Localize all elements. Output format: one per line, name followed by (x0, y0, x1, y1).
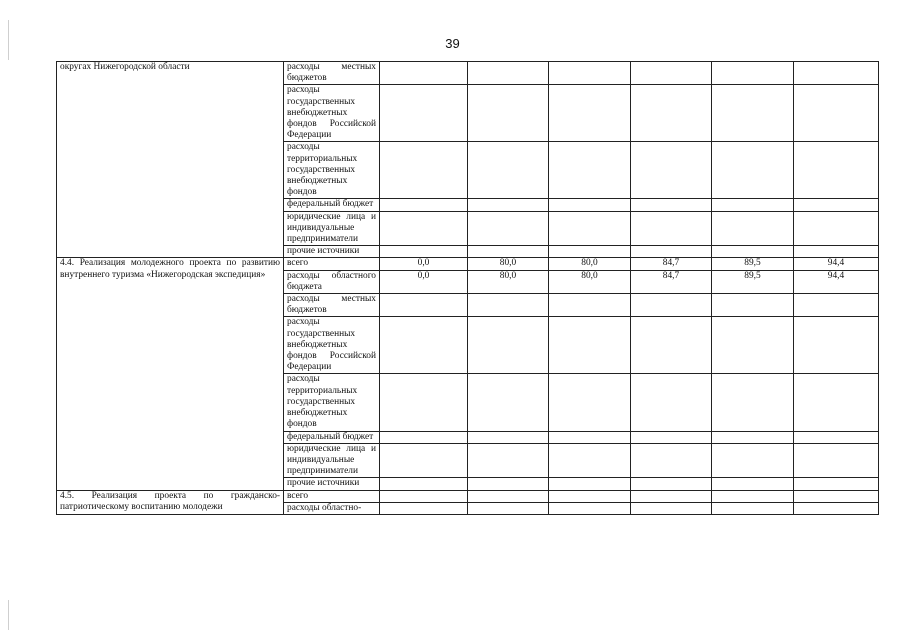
value-cell: 0,0 (380, 258, 468, 270)
value-cell (712, 490, 794, 502)
funding-table (56, 61, 879, 515)
funding-source: федеральный бюджет (284, 199, 380, 211)
value-cell (631, 374, 712, 431)
value-cell (712, 211, 794, 246)
value-cell (468, 142, 549, 199)
value-cell (380, 317, 468, 374)
value-cell (468, 294, 549, 317)
value-cell (631, 294, 712, 317)
funding-source: прочие источники (284, 246, 380, 258)
value-cell (549, 502, 631, 514)
value-cell (380, 142, 468, 199)
value-cell (631, 431, 712, 443)
value-cell (468, 478, 549, 490)
funding-source: расходы областного бюджета (284, 270, 380, 293)
funding-source: расходы государственных внебюджетных фондов Российской Федерации (284, 317, 380, 374)
value-cell (468, 431, 549, 443)
value-cell (712, 317, 794, 374)
value-cell (380, 478, 468, 490)
program-title: 4.5. Реализация проекта по гражданско-патриотическому воспитанию молодежи (57, 490, 284, 514)
value-cell (631, 246, 712, 258)
value-cell (380, 294, 468, 317)
value-cell: 94,4 (794, 270, 879, 293)
value-cell (631, 142, 712, 199)
funding-source: прочие источники (284, 478, 380, 490)
value-cell: 84,7 (631, 270, 712, 293)
value-cell (794, 490, 879, 502)
value-cell (794, 62, 879, 85)
funding-source: всего (284, 258, 380, 270)
value-cell (380, 85, 468, 142)
value-cell (794, 85, 879, 142)
value-cell (549, 374, 631, 431)
value-cell (549, 490, 631, 502)
value-cell (468, 374, 549, 431)
value-cell (549, 478, 631, 490)
value-cell (712, 142, 794, 199)
value-cell (631, 199, 712, 211)
value-cell (549, 142, 631, 199)
funding-source: федеральный бюджет (284, 431, 380, 443)
value-cell (631, 62, 712, 85)
value-cell (380, 431, 468, 443)
value-cell (380, 199, 468, 211)
value-cell (468, 317, 549, 374)
value-cell (549, 317, 631, 374)
value-cell (712, 199, 794, 211)
value-cell: 89,5 (712, 258, 794, 270)
value-cell (712, 374, 794, 431)
value-cell (549, 199, 631, 211)
value-cell (794, 443, 879, 478)
value-cell (794, 142, 879, 199)
funding-source: расходы областно- (284, 502, 380, 514)
value-cell (631, 317, 712, 374)
scan-mark-left (8, 20, 9, 60)
funding-source: всего (284, 490, 380, 502)
value-cell (468, 211, 549, 246)
value-cell (794, 374, 879, 431)
value-cell (549, 85, 631, 142)
table-row (57, 490, 879, 502)
value-cell (794, 431, 879, 443)
value-cell (712, 62, 794, 85)
program-title: 4.4. Реализация молодежного проекта по развитию внутреннего туризма «Нижегородская экспедиция» (57, 258, 284, 490)
value-cell: 80,0 (549, 270, 631, 293)
value-cell (380, 246, 468, 258)
value-cell (468, 246, 549, 258)
program-title: округах Нижегородской области (57, 62, 284, 258)
scan-mark-left-bottom (8, 600, 9, 630)
value-cell (380, 211, 468, 246)
value-cell: 0,0 (380, 270, 468, 293)
value-cell (631, 85, 712, 142)
value-cell (794, 478, 879, 490)
value-cell (712, 502, 794, 514)
value-cell (549, 62, 631, 85)
funding-source: юридические лица и индивидуальные предприниматели (284, 211, 380, 246)
value-cell (468, 85, 549, 142)
value-cell (794, 294, 879, 317)
value-cell (631, 490, 712, 502)
funding-source: расходы территориальных государственных внебюджетных фондов (284, 142, 380, 199)
value-cell (468, 199, 549, 211)
funding-source: расходы местных бюджетов (284, 62, 380, 85)
value-cell (794, 246, 879, 258)
value-cell: 84,7 (631, 258, 712, 270)
value-cell (712, 85, 794, 142)
value-cell (712, 294, 794, 317)
value-cell (468, 62, 549, 85)
value-cell (549, 431, 631, 443)
value-cell (468, 490, 549, 502)
funding-source: расходы территориальных государственных внебюджетных фондов (284, 374, 380, 431)
value-cell: 80,0 (468, 270, 549, 293)
funding-source: расходы местных бюджетов (284, 294, 380, 317)
value-cell (380, 502, 468, 514)
value-cell: 94,4 (794, 258, 879, 270)
value-cell (631, 443, 712, 478)
value-cell (794, 211, 879, 246)
value-cell (468, 443, 549, 478)
value-cell (549, 443, 631, 478)
table-row (57, 258, 879, 270)
funding-source: расходы государственных внебюджетных фондов Российской Федерации (284, 85, 380, 142)
value-cell: 80,0 (549, 258, 631, 270)
value-cell: 89,5 (712, 270, 794, 293)
value-cell (549, 294, 631, 317)
value-cell (794, 317, 879, 374)
value-cell (712, 443, 794, 478)
value-cell (631, 478, 712, 490)
value-cell: 80,0 (468, 258, 549, 270)
value-cell (712, 478, 794, 490)
value-cell (380, 62, 468, 85)
value-cell (549, 246, 631, 258)
value-cell (631, 211, 712, 246)
value-cell (712, 431, 794, 443)
value-cell (631, 502, 712, 514)
value-cell (794, 199, 879, 211)
funding-source: юридические лица и индивидуальные предприниматели (284, 443, 380, 478)
value-cell (380, 490, 468, 502)
value-cell (712, 246, 794, 258)
value-cell (380, 374, 468, 431)
table-row (57, 62, 879, 85)
value-cell (794, 502, 879, 514)
value-cell (549, 211, 631, 246)
value-cell (380, 443, 468, 478)
page-number: 39 (445, 36, 460, 51)
value-cell (468, 502, 549, 514)
